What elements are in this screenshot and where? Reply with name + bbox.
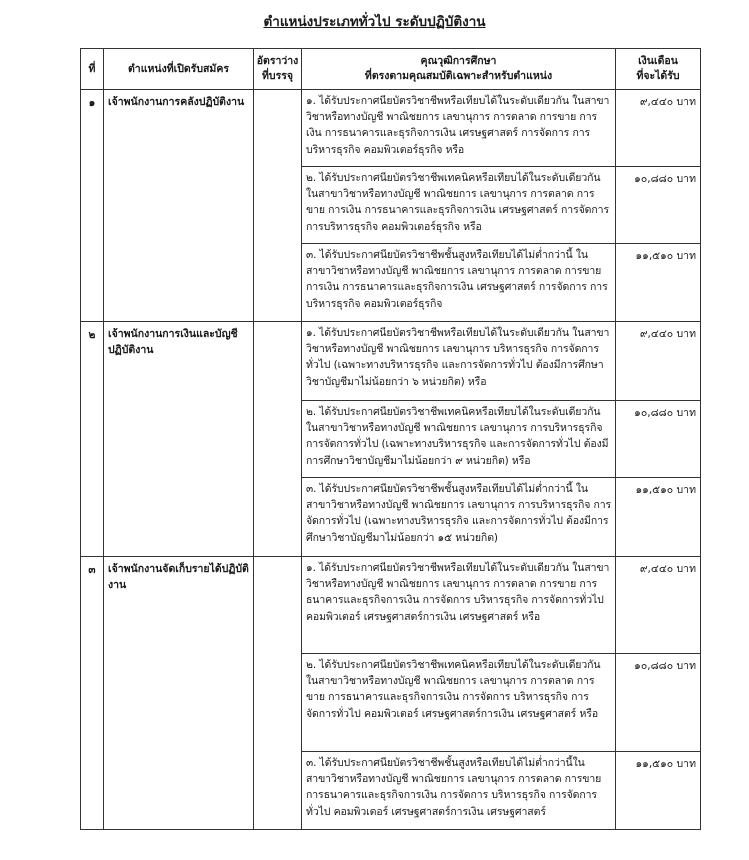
salary-cell: ๑๑,๕๑๐ บาท: [616, 244, 701, 322]
row-number: ๒: [81, 322, 104, 557]
table-row: [81, 322, 701, 401]
qualification-cell: ๓. ได้รับประกาศนียบัตรวิชาชีพชั้นสูงหรือเทียบได้ไม่ต่ำกว่านี้ ในสาขาวิชาหรือทางบัญชี พาณิชยการ เลขานุการ การบริหารธุรกิจ การจัดการทั่วไป (เฉพาะทางบริหารธุรกิจ และการจัดการทั่วไป ต้องมีการศึกษาวิชาบัญชีมาไม่น้อยกว่า ๑๕ หน่วยกิต): [302, 478, 616, 557]
vacancy-cell: [254, 557, 302, 830]
salary-cell: ๑๐,๘๘๐ บาท: [616, 167, 701, 244]
salary-cell: ๑๐,๘๘๐ บาท: [616, 401, 701, 478]
header-vacancy-line2: ที่บรรจุ: [261, 70, 294, 82]
salary-cell: ๙,๔๔๐ บาท: [616, 557, 701, 654]
salary-cell: ๙,๔๔๐ บาท: [616, 90, 701, 167]
qualification-cell: ๒. ได้รับประกาศนียบัตรวิชาชีพเทคนิคหรือเทียบได้ในระดับเดียวกัน ในสาขาวิชาหรือทางบัญชี พาณิชยการ เลขานุการ การตลาด การขาย การเงิน การธนาคารและธุรกิจการเงิน เศรษฐศาสตร์ การจัดการ การบริหารธุรกิจ คอมพิวเตอร์ธุรกิจ หรือ: [302, 167, 616, 244]
qualification-cell: ๑. ได้รับประกาศนียบัตรวิชาชีพหรือเทียบได้ในระดับเดียวกัน ในสาขาวิชาหรือทางบัญชี พาณิชยการ เลขานุการ การตลาด การขาย การธนาคารและธุรกิจการเงิน การจัดการ บริหารธุรกิจ การจัดการทั่วไป คอมพิวเตอร์ เศรษฐศาสตร์การเงิน เศรษฐศาสตร์ หรือ: [302, 557, 616, 654]
header-position: ตำแหน่งที่เปิดรับสมัคร: [104, 49, 254, 90]
position-name: เจ้าพนักงานการเงินและบัญชีปฏิบัติงาน: [104, 322, 254, 557]
positions-table: [80, 48, 701, 830]
header-salary-line2: ที่จะได้รับ: [636, 70, 680, 82]
header-vacancy: [254, 49, 302, 90]
header-vacancy-line1: อัตราว่าง: [256, 55, 299, 67]
header-qualification-line1: คุณวุฒิการศึกษา: [420, 55, 497, 67]
header-no: ที่: [81, 49, 104, 90]
qualification-cell: ๒. ได้รับประกาศนียบัตรวิชาชีพเทคนิคหรือเทียบได้ในระดับเดียวกัน ในสาขาวิชาหรือทางบัญชี พาณิชยการ เลขานุการ การตลาด การขาย การธนาคารและธุรกิจการเงิน การจัดการ บริหารธุรกิจ การจัดการทั่วไป คอมพิวเตอร์ เศรษฐศาสตร์การเงิน เศรษฐศาสตร์ หรือ: [302, 654, 616, 752]
salary-cell: ๑๐,๘๘๐ บาท: [616, 654, 701, 752]
table-header-row: [81, 49, 701, 90]
header-qualification: [302, 49, 616, 90]
salary-cell: ๙,๔๔๐ บาท: [616, 322, 701, 401]
table-row: [81, 90, 701, 167]
salary-cell: ๑๑,๕๑๐ บาท: [616, 478, 701, 557]
table-row: [81, 557, 701, 654]
vacancy-cell: [254, 90, 302, 322]
position-name: เจ้าพนักงานการคลังปฏิบัติงาน: [104, 90, 254, 322]
salary-cell: ๑๑,๕๑๐ บาท: [616, 752, 701, 830]
qualification-cell: ๑. ได้รับประกาศนียบัตรวิชาชีพหรือเทียบได้ในระดับเดียวกัน ในสาขาวิชาหรือทางบัญชี พาณิชยการ เลขานุการ การตลาด การขาย การเงิน การธนาคารและธุรกิจการเงิน เศรษฐศาสตร์ การจัดการ การบริหารธุรกิจ คอมพิวเตอร์ธุรกิจ หรือ: [302, 90, 616, 167]
header-qualification-line2: ที่ตรงตามคุณสมบัติเฉพาะสำหรับตำแหน่ง: [364, 70, 553, 82]
vacancy-cell: [254, 322, 302, 557]
row-number: ๓: [81, 557, 104, 830]
qualification-cell: ๓. ได้รับประกาศนียบัตรวิชาชีพชั้นสูงหรือเทียบได้ไม่ต่ำกว่านี้ใน สาขาวิชาหรือทางบัญชี พาณิชยการ เลขานุการ การตลาด การขาย การธนาคารและธุรกิจการเงิน การจัดการ บริหารธุรกิจ การจัดการทั่วไป คอมพิวเตอร์ เศรษฐศาสตร์การเงิน เศรษฐศาสตร์: [302, 752, 616, 830]
qualification-cell: ๒. ได้รับประกาศนียบัตรวิชาชีพเทคนิคหรือเทียบได้ในระดับเดียวกัน ในสาขาวิชาหรือทางบัญชี พาณิชยการ เลขานุการ การบริหารธุรกิจ การจัดการทั่วไป (เฉพาะทางบริหารธุรกิจ และการจัดการทั่วไป ต้องมีการศึกษาวิชาบัญชีมาไม่น้อยกว่า ๙ หน่วยกิต) หรือ: [302, 401, 616, 478]
header-salary: [616, 49, 701, 90]
document-title: ตำแหน่งประเภททั่วไป ระดับปฏิบัติงาน: [263, 14, 486, 30]
qualification-cell: ๑. ได้รับประกาศนียบัตรวิชาชีพหรือเทียบได้ในระดับเดียวกัน ในสาขาวิชาหรือทางบัญชี พาณิชยการ เลขานุการ บริหารธุรกิจ การจัดการทั่วไป (เฉพาะทางบริหารธุรกิจ และการจัดการทั่วไป ต้องมีการศึกษาวิชาบัญชีมาไม่น้อยกว่า ๖ หน่วยกิต) หรือ: [302, 322, 616, 401]
header-salary-line1: เงินเดือน: [638, 55, 678, 67]
qualification-cell: ๓. ได้รับประกาศนียบัตรวิชาชีพชั้นสูงหรือเทียบได้ไม่ต่ำกว่านี้ ในสาขาวิชาหรือทางบัญชี พาณิชยการ เลขานุการ การตลาด การขาย การเงิน การธนาคารและธุรกิจการเงิน เศรษฐศาสตร์ การจัดการ การบริหารธุรกิจ คอมพิวเตอร์ธุรกิจ: [302, 244, 616, 322]
row-number: ๑: [81, 90, 104, 322]
position-name: เจ้าพนักงานจัดเก็บรายได้ปฏิบัติงาน: [104, 557, 254, 830]
